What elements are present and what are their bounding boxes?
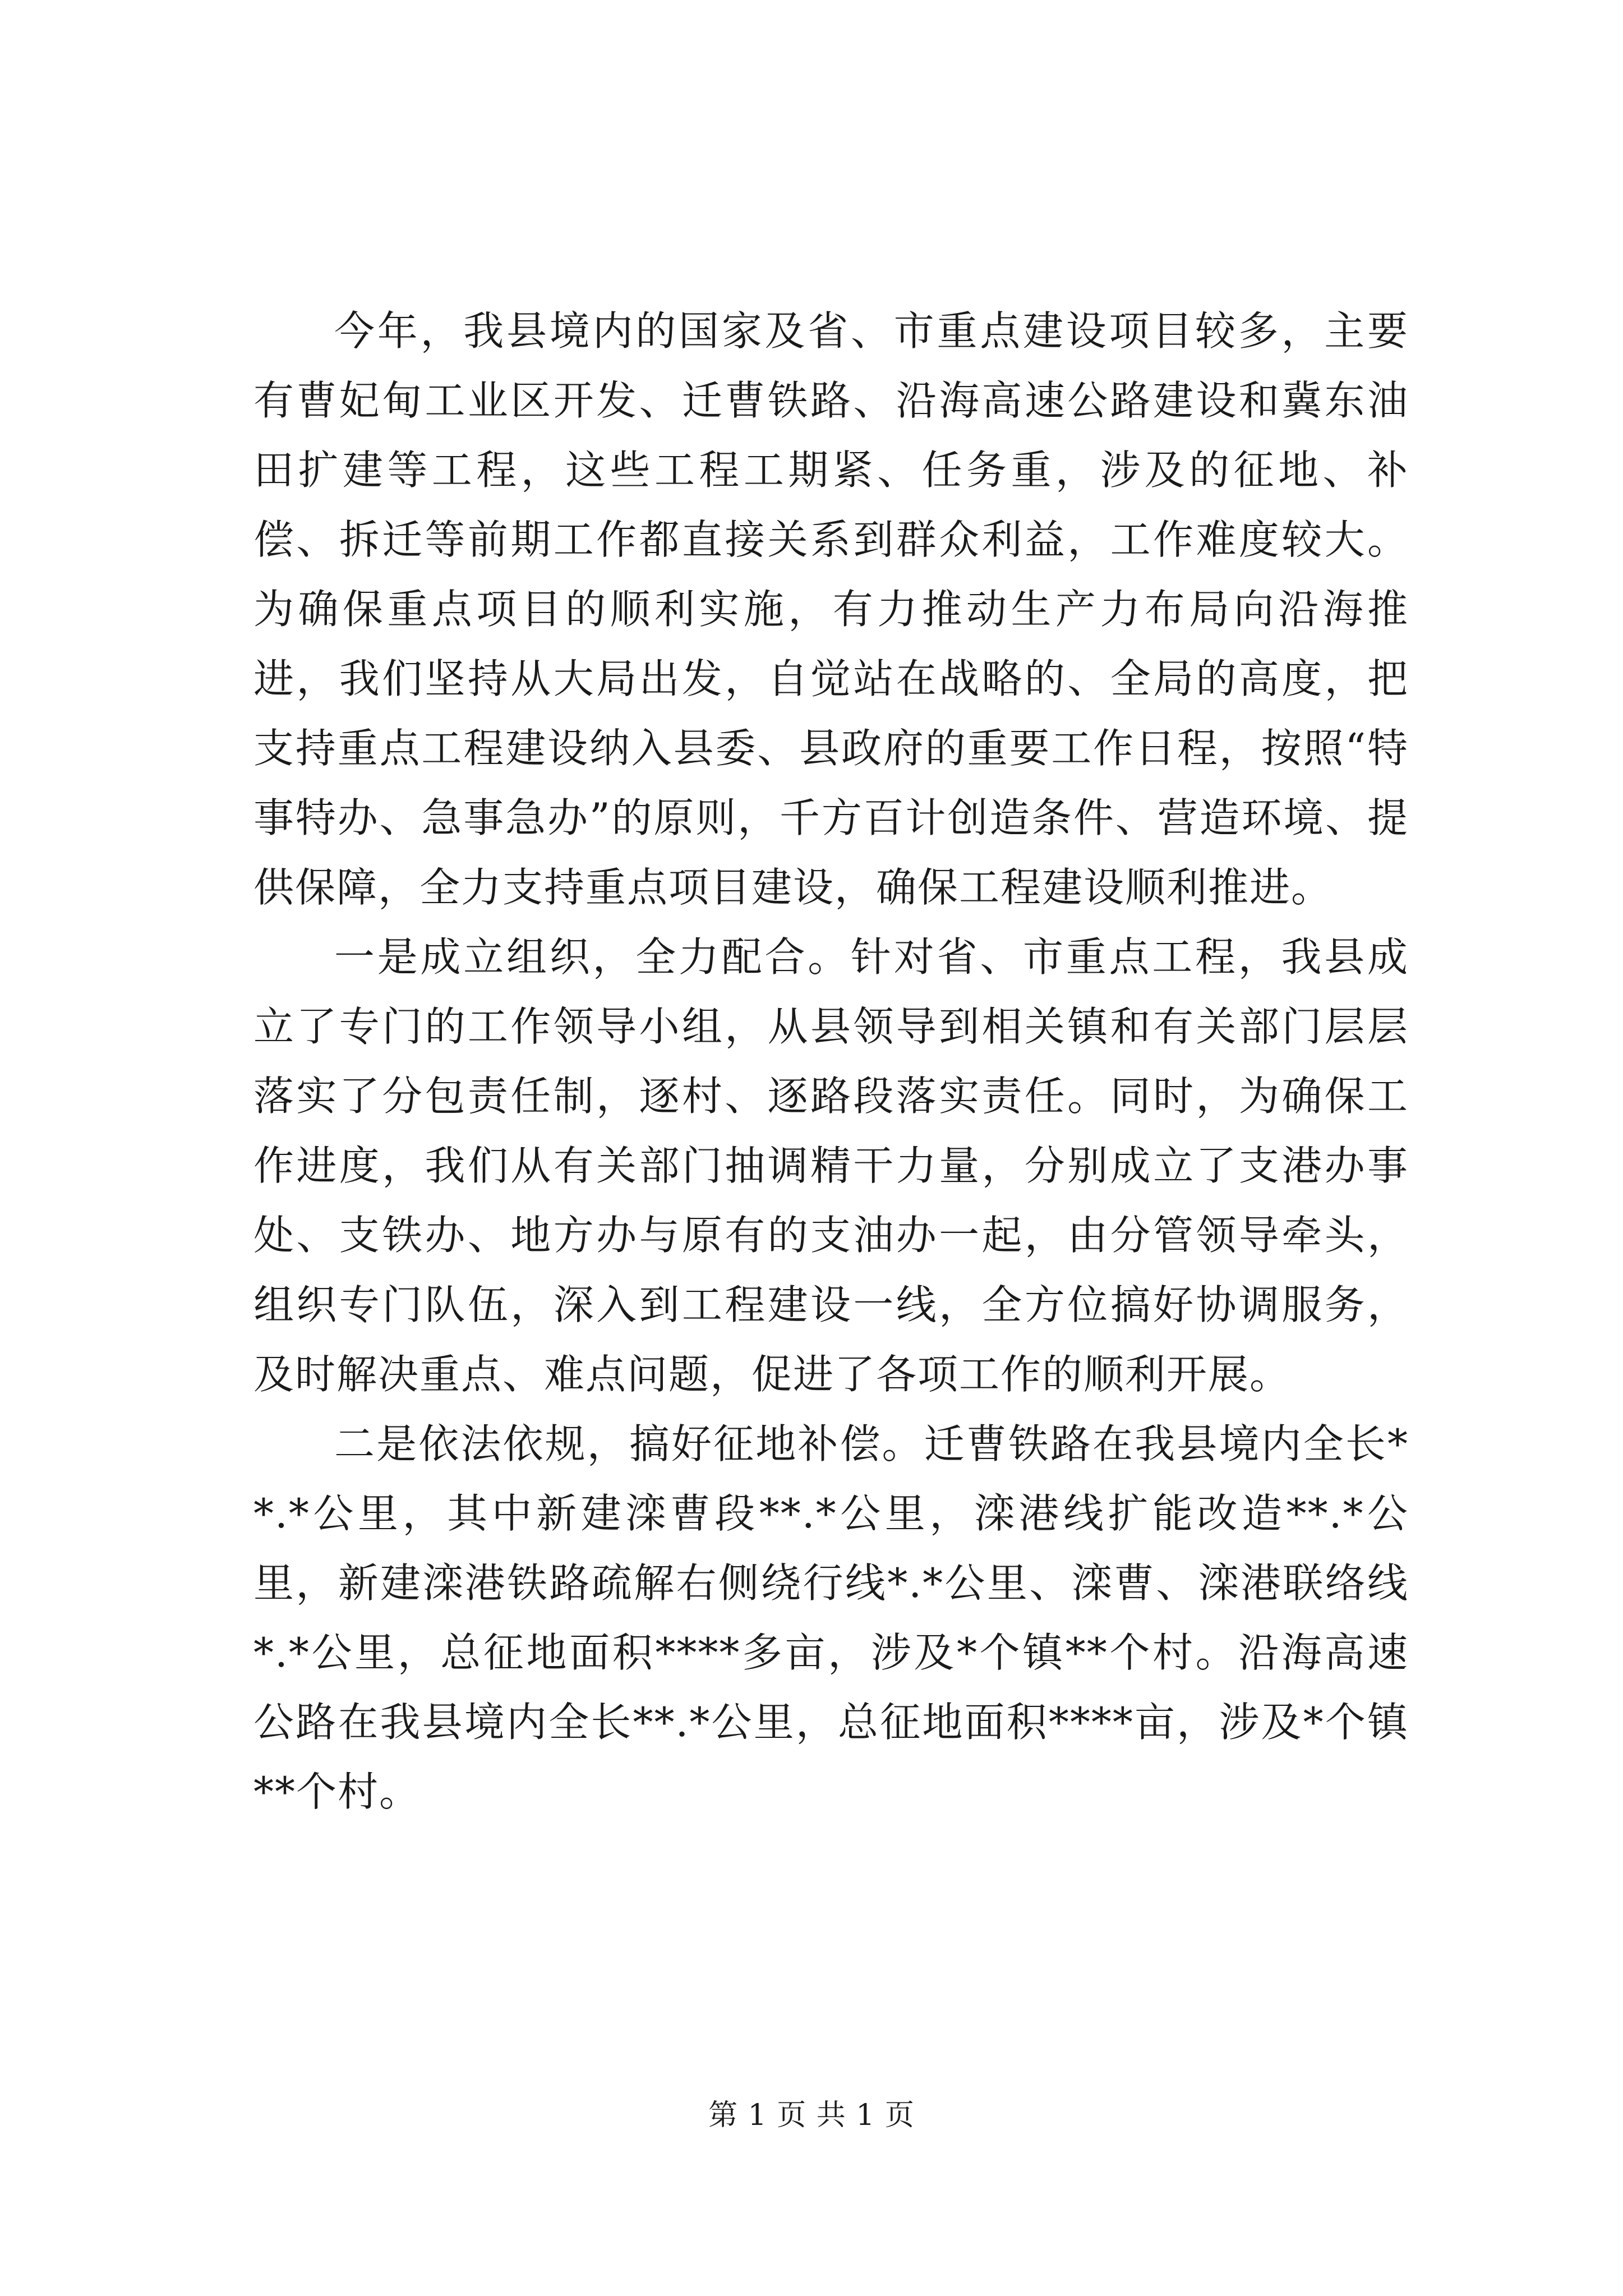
page-number-footer: 第 1 页 共 1 页: [708, 2099, 915, 2132]
paragraph-intro: 今年，我县境内的国家及省、市重点建设项目较多，主要有曹妃甸工业区开发、迁曹铁路、沿海高速公路建设和冀东油田扩建等工程，这些工程工期紧、任务重，涉及的征地、补偿、拆迁等前期工作都直接关系到群众利益，工作难度较大。为确保重点项目的顺利实施，有力推动生产力布局向沿海推进，我们坚持从大局出发，自觉站在战略的、全局的高度，把支持重点工程建设纳入县委、县政府的重要工作日程，按照“特事特办、急事急办”的原则，千方百计创造条件、营造环境、提供保障，全力支持重点项目建设，确保工程建设顺利推进。: [253, 307, 1409, 911]
paragraph-organization: 一是成立组织，全力配合。针对省、市重点工程，我县成立了专门的工作领导小组，从县领导到相关镇和有关部门层层落实了分包责任制，逐村、逐路段落实责任。同时，为确保工作进度，我们从有关部门抽调精干力量，分别成立了支港办事处、支铁办、地方办与原有的支油办一起，由分管领导牵头，组织专门队伍，深入到工程建设一线，全方位搞好协调服务，及时解决重点、难点问题，促进了各项工作的顺利开展。: [253, 933, 1409, 1398]
document-body: [253, 296, 1409, 1826]
paragraph-land-compensation: 二是依法依规，搞好征地补偿。迁曹铁路在我县境内全长**.*公里，其中新建滦曹段**.*公里，滦港线扩能改造**.*公里，新建滦港铁路疏解右侧绕行线*.*公里、滦曹、滦港联络线*.*公里，总征地面积****多亩，涉及*个镇**个村。沿海高速公路在我县境内全长**.*公里，总征地面积****亩，涉及*个镇**个村。: [253, 1420, 1409, 1815]
